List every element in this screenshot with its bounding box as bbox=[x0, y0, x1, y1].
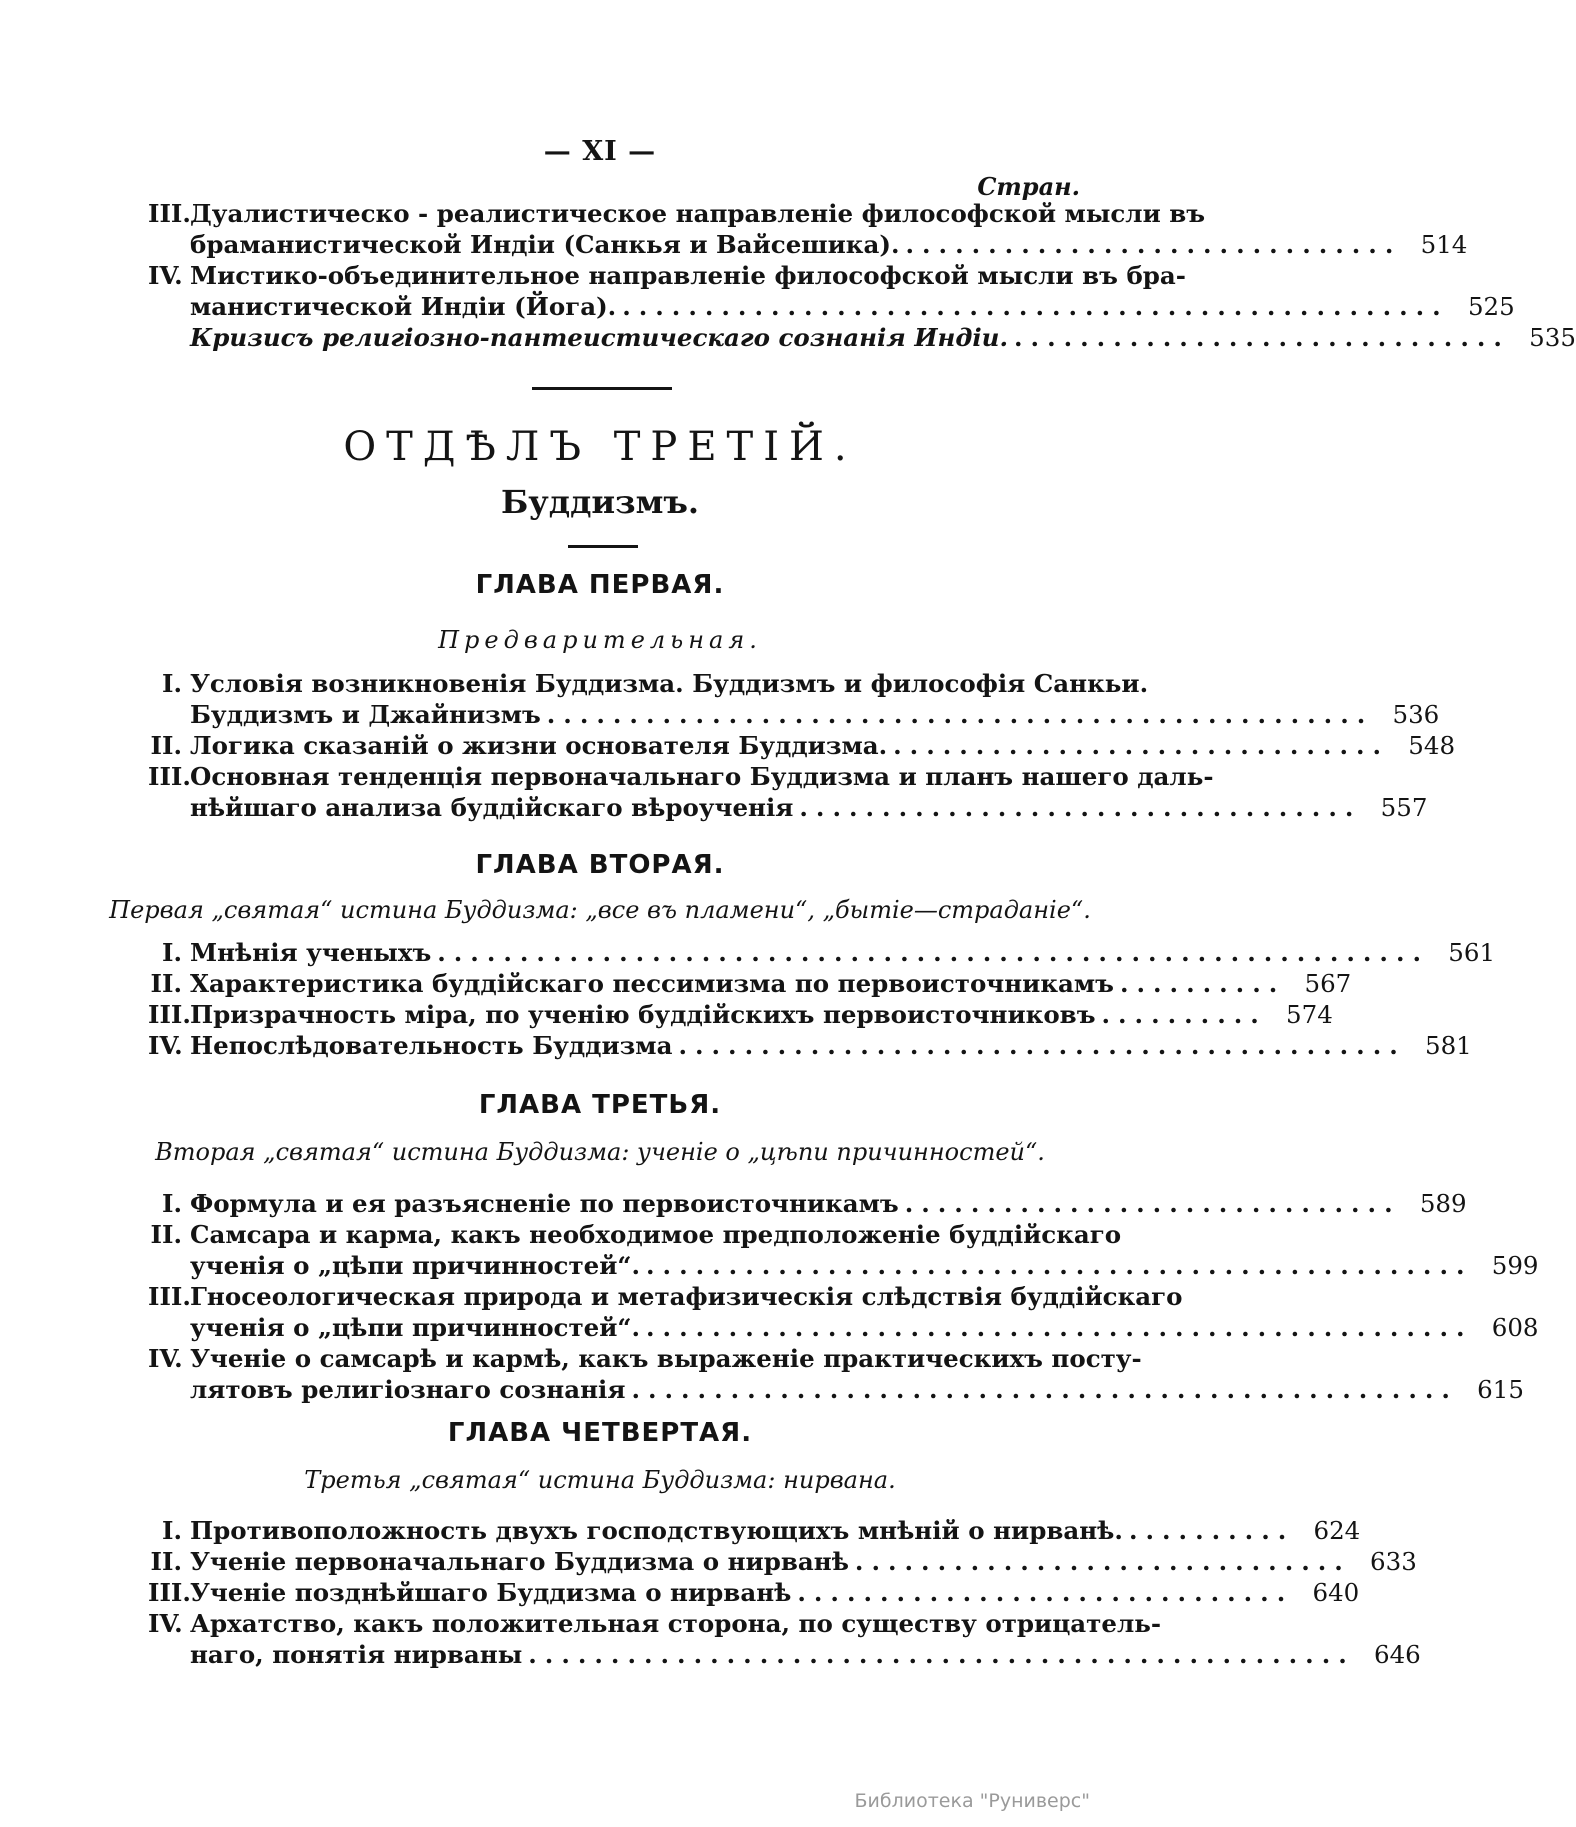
entry-number: II. bbox=[150, 731, 182, 760]
chapter-title: ГЛАВА ПЕРВАЯ. bbox=[475, 570, 725, 600]
entry-number: III. bbox=[148, 1578, 191, 1607]
toc-entry: IV. Ученіе о самсарѣ и кармѣ, какъ выраженіе практическихъ посту- лятовъ религіознаго сознанія .................................................. 615 bbox=[148, 1344, 1524, 1404]
entry-number: I. bbox=[162, 1189, 182, 1218]
toc-entry: III. Основная тенденція первоначальнаго Буддизма и планъ нашего даль- нѣйшаго анализа буддійскаго вѣроученія .................................. 557 bbox=[148, 762, 1428, 822]
entry-title: браманистической Индіи (Санкья и Вайсешика). bbox=[190, 230, 900, 259]
toc-chapter-4-list bbox=[148, 1515, 1421, 1670]
entry-number: II. bbox=[150, 969, 182, 998]
toc-entry: II. Логика сказаній о жизни основателя Буддизма. .............................. 548 bbox=[148, 730, 1068, 761]
entry-line: Дуалистическо - реалистическое направленіе философской мысли въ bbox=[190, 199, 1206, 228]
page-number: — XI — bbox=[543, 136, 657, 167]
entry-page: 646 bbox=[1374, 1640, 1421, 1669]
entry-number: II. bbox=[150, 1547, 182, 1576]
entry-title: Характеристика буддійскаго пессимизма по первоисточникамъ bbox=[190, 969, 1114, 998]
entry-page: 608 bbox=[1491, 1313, 1539, 1342]
entry-page: 624 bbox=[1313, 1516, 1361, 1545]
entry-title: Непослѣдовательность Буддизма bbox=[190, 1031, 673, 1060]
entry-title: ученія о „цѣпи причинностей“. bbox=[190, 1251, 641, 1280]
divider-rule bbox=[532, 387, 672, 390]
entry-title: ученія о „цѣпи причинностей“. bbox=[190, 1313, 641, 1342]
toc-entry: II. Ученіе первоначальнаго Буддизма о нирванѣ .............................. 633 bbox=[148, 1546, 1068, 1577]
entry-line: Ученіе о самсарѣ и кармѣ, какъ выраженіе практическихъ посту- bbox=[190, 1344, 1142, 1373]
entry-title: Ученіе первоначальнаго Буддизма о нирванѣ bbox=[190, 1547, 849, 1576]
chapter-title: ГЛАВА ТРЕТЬЯ. bbox=[478, 1090, 722, 1120]
entry-title: нѣйшаго анализа буддійскаго вѣроученія bbox=[190, 793, 794, 822]
entry-title: Формула и ея разъясненіе по первоисточникамъ bbox=[190, 1189, 899, 1218]
entry-page: 574 bbox=[1286, 1000, 1333, 1029]
toc-chapter-1-list bbox=[148, 668, 1456, 823]
entry-number: III. bbox=[148, 199, 191, 228]
toc-chapter-3-list bbox=[148, 1188, 1539, 1405]
entry-number bbox=[148, 322, 190, 353]
entry-line: Самсара и карма, какъ необходимое предположеніе буддійскаго bbox=[190, 1220, 1122, 1249]
entry-title: Буддизмъ и Джайнизмъ bbox=[190, 700, 541, 729]
entry-number: I. bbox=[162, 1516, 182, 1545]
entry-number: II. bbox=[150, 1220, 182, 1249]
entry-title: манистической Индіи (Йога). bbox=[190, 292, 617, 321]
entry-line: Гносеологическая природа и метафизическія слѣдствія буддійскаго bbox=[190, 1282, 1183, 1311]
entry-page: 548 bbox=[1408, 731, 1456, 760]
section-subtitle: Буддизмъ. bbox=[500, 483, 700, 521]
entry-title: Ученіе позднѣйшаго Буддизма о нирванѣ bbox=[190, 1578, 792, 1607]
entry-page: 567 bbox=[1304, 969, 1352, 998]
chapter-subtitle: Первая „святая“ истина Буддизма: „все въ пламени“, „бытіе—страданіе“. bbox=[109, 896, 1091, 924]
entry-number: III. bbox=[148, 1000, 191, 1029]
entry-title: лятовъ религіознаго сознанія bbox=[190, 1375, 626, 1404]
entry-number: I. bbox=[162, 669, 182, 698]
toc-entry: I. Противоположность двухъ господствующихъ мнѣній о нирванѣ. .......... 624 bbox=[148, 1515, 1068, 1546]
entry-line: Архатство, какъ положительная сторона, по существу отрицатель- bbox=[190, 1609, 1162, 1638]
entry-number: IV. bbox=[148, 1031, 183, 1060]
toc-entry: IV. Архатство, какъ положительная сторона, по существу отрицатель- наго, понятія нирваны .................................................. 646 bbox=[148, 1609, 1421, 1669]
page-column-label: Стран. bbox=[977, 172, 1080, 201]
toc-entry: I. Условія возникновенія Буддизма. Буддизмъ и философія Санкьи. Буддизмъ и Джайнизмъ .................................................. 536 bbox=[148, 668, 1068, 730]
entry-page: 536 bbox=[1392, 700, 1440, 729]
entry-page: 640 bbox=[1312, 1578, 1360, 1607]
toc-entry: I. Мнѣнія ученыхъ ............................................................ 561 bbox=[148, 937, 1068, 968]
entry-page: 557 bbox=[1380, 793, 1428, 822]
entry-number: I. bbox=[162, 938, 182, 967]
entry-title: Противоположность двухъ господствующихъ мнѣній о нирванѣ. bbox=[190, 1516, 1123, 1545]
toc-entry: II. Самсара и карма, какъ необходимое предположеніе буддійскаго ученія о „цѣпи причинностей“. .................................................. 599 bbox=[148, 1219, 1068, 1281]
chapter-title: ГЛАВА ЧЕТВЕРТАЯ. bbox=[447, 1418, 753, 1448]
entry-number: IV. bbox=[148, 1609, 183, 1638]
entry-page: 599 bbox=[1491, 1251, 1539, 1280]
toc-entry: III. Дуалистическо - реалистическое направленіе философской мысли въ браманистической Индіи (Санкья и Вайсешика). .............................. 514 bbox=[148, 199, 1468, 259]
entry-number: IV. bbox=[148, 1344, 183, 1373]
entry-line: Мистико-объединительное направленіе философской мысли въ бра- bbox=[190, 261, 1186, 290]
entry-number: III. bbox=[148, 762, 191, 791]
entry-page: 581 bbox=[1425, 1031, 1472, 1060]
toc-entry: III. Ученіе позднѣйшаго Буддизма о нирванѣ .............................. 640 bbox=[148, 1578, 1360, 1607]
entry-page: 561 bbox=[1448, 938, 1496, 967]
toc-entry: IV. Мистико-объединительное направленіе философской мысли въ бра- манистической Индіи (Йога). .................................................. 525 bbox=[148, 261, 1515, 321]
section-title: ОТДѢЛЪ ТРЕТІЙ. bbox=[343, 424, 857, 470]
toc-chapter-2-list bbox=[148, 937, 1496, 1061]
toc-entry: Кризисъ религіозно-пантеистическаго сознанія Индіи. .............................. 535 bbox=[148, 322, 1068, 353]
entry-number: IV. bbox=[148, 261, 183, 290]
library-watermark: Библиотека "Руниверс" bbox=[854, 1790, 1090, 1812]
toc-entry: III. Призрачность міра, по ученію буддійскихъ первоисточниковъ .......... 574 bbox=[148, 1000, 1333, 1029]
toc-top-list bbox=[148, 198, 1576, 353]
entry-title: Логика сказаній о жизни основателя Буддизма. bbox=[190, 731, 888, 760]
entry-title: Кризисъ религіозно-пантеистическаго сознанія Индіи. bbox=[190, 323, 1009, 352]
entry-page: 535 bbox=[1529, 323, 1576, 352]
entry-page: 514 bbox=[1420, 230, 1468, 259]
toc-entry: II. Характеристика буддійскаго пессимизма по первоисточникамъ .......... 567 bbox=[148, 968, 1068, 999]
divider-rule bbox=[568, 545, 638, 548]
entry-page: 525 bbox=[1467, 292, 1515, 321]
entry-title: Мнѣнія ученыхъ bbox=[190, 938, 432, 967]
entry-title: Призрачность міра, по ученію буддійскихъ первоисточниковъ bbox=[190, 1000, 1096, 1029]
chapter-subtitle: Предварительная. bbox=[438, 626, 762, 654]
entry-page: 589 bbox=[1419, 1189, 1467, 1218]
entry-title: наго, понятія нирваны bbox=[190, 1640, 523, 1669]
toc-entry: IV. Непослѣдовательность Буддизма ............................................ 581 bbox=[148, 1031, 1472, 1060]
entry-page: 633 bbox=[1370, 1547, 1417, 1576]
entry-line: Основная тенденція первоначальнаго Буддизма и планъ нашего даль- bbox=[190, 762, 1214, 791]
entry-line: Условія возникновенія Буддизма. Буддизмъ и философія Санкьи. bbox=[190, 669, 1149, 698]
entry-number: III. bbox=[148, 1282, 191, 1311]
toc-entry: I. Формула и ея разъясненіе по первоисточникамъ .............................. 589 bbox=[148, 1188, 1068, 1219]
chapter-title: ГЛАВА ВТОРАЯ. bbox=[475, 850, 725, 880]
chapter-subtitle: Третья „святая“ истина Буддизма: нирвана. bbox=[304, 1466, 896, 1494]
chapter-subtitle: Вторая „святая“ истина Буддизма: ученіе о „цѣпи причинностей“. bbox=[155, 1138, 1045, 1166]
toc-entry: III. Гносеологическая природа и метафизическія слѣдствія буддійскаго ученія о „цѣпи причинностей“. .................................................. 608 bbox=[148, 1282, 1539, 1342]
entry-page: 615 bbox=[1477, 1375, 1524, 1404]
